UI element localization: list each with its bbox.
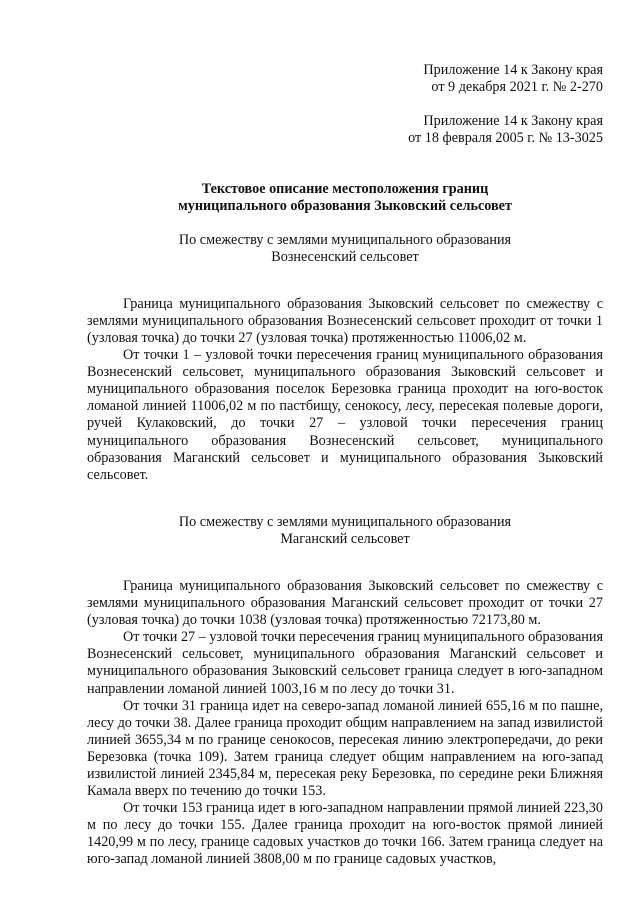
appendix-line: Приложение 14 к Закону края xyxy=(423,62,603,78)
appendix-line: Приложение 14 к Закону края xyxy=(423,113,603,130)
paragraph: Граница муниципального образования Зыковский сельсовет по смежеству с землями муниципального образования Маганский сельсовет проходит от точки 27 (узловая точка) до точки 1038 (узловая точка) протяженностью 72173,80 м. xyxy=(87,577,603,629)
title-line: муниципального образования Зыковский сельсовет xyxy=(178,198,512,215)
appendix-date: от 18 февраля 2005 г. № 13-3025 xyxy=(408,130,603,147)
title-line: Текстовое описание местоположения границ xyxy=(201,181,489,198)
section-heading xyxy=(87,514,603,548)
document-title xyxy=(87,181,603,215)
paragraph: Граница муниципального образования Зыковский сельсовет по смежеству с землями муниципального образования Вознесенский сельсовет проходит от точки 1 (узловая точка) до точки 27 (узловая точка) протяженностью 11006,02 м. xyxy=(87,295,603,346)
appendix-header xyxy=(87,62,603,147)
paragraph: От точки 1 – узловой точки пересечения границ муниципального образования Вознесенский сельсовет, муниципального образования Зыковский сельсовет и муниципального образования поселок Березовка граница проходит на юго-восток ломаной линией 11006,02 м по пастбищу, сенокосу, лесу, пересекая полевые дороги, ручей Кулаковский, до точки 27 – узловой точки пересечения границ муниципального образования Вознесенский сельсовет, муниципального образования Маганский сельсовет и муниципального образования Зыковский сельсовет. xyxy=(87,347,603,483)
section-heading xyxy=(87,232,603,266)
paragraph: От точки 153 граница идет в юго-западном направлении прямой линией 223,30 м по лесу до точки 155. Далее граница проходит на юго-восток прямой линией 1420,99 м по лесу, границе садовых участков до точки 166. Затем граница следует на юго-запад ломаной линией 3808,00 м по границе садовых участков, xyxy=(87,800,603,868)
section-heading-line: По смежеству с землями муниципального образования xyxy=(178,231,512,248)
section-heading-line: Маганский сельсовет xyxy=(280,530,410,547)
paragraph: От точки 27 – узловой точки пересечения границ муниципального образования Вознесенский сельсовет, муниципального образования Маганский сельсовет и муниципального образования Зыковский сельсовет граница следует в юго-западном направлении ломаной линией 1003,16 м по лесу до точки 31. xyxy=(87,629,603,697)
section-heading-line: Вознесенский сельсовет xyxy=(271,248,419,265)
paragraph: От точки 31 граница идет на северо-запад ломаной линией 655,16 м по пашне, лесу до точки 38. Далее граница проходит общим направлением на запад извилистой линией 3655,34 м по границе сенокосов, пересекая линию электропередачи, до реки Березовка (точка 109). Затем граница следует общим направлением на юго-запад извилистой линией 2345,84 м, пересекая реку Березовка, по середине реки Ближняя Камала вверх по течению до точки 153. xyxy=(87,697,603,800)
section-heading-line: По смежеству с землями муниципального образования xyxy=(178,513,512,530)
appendix-date: от 9 декабря 2021 г. № 2-270 xyxy=(431,79,603,96)
